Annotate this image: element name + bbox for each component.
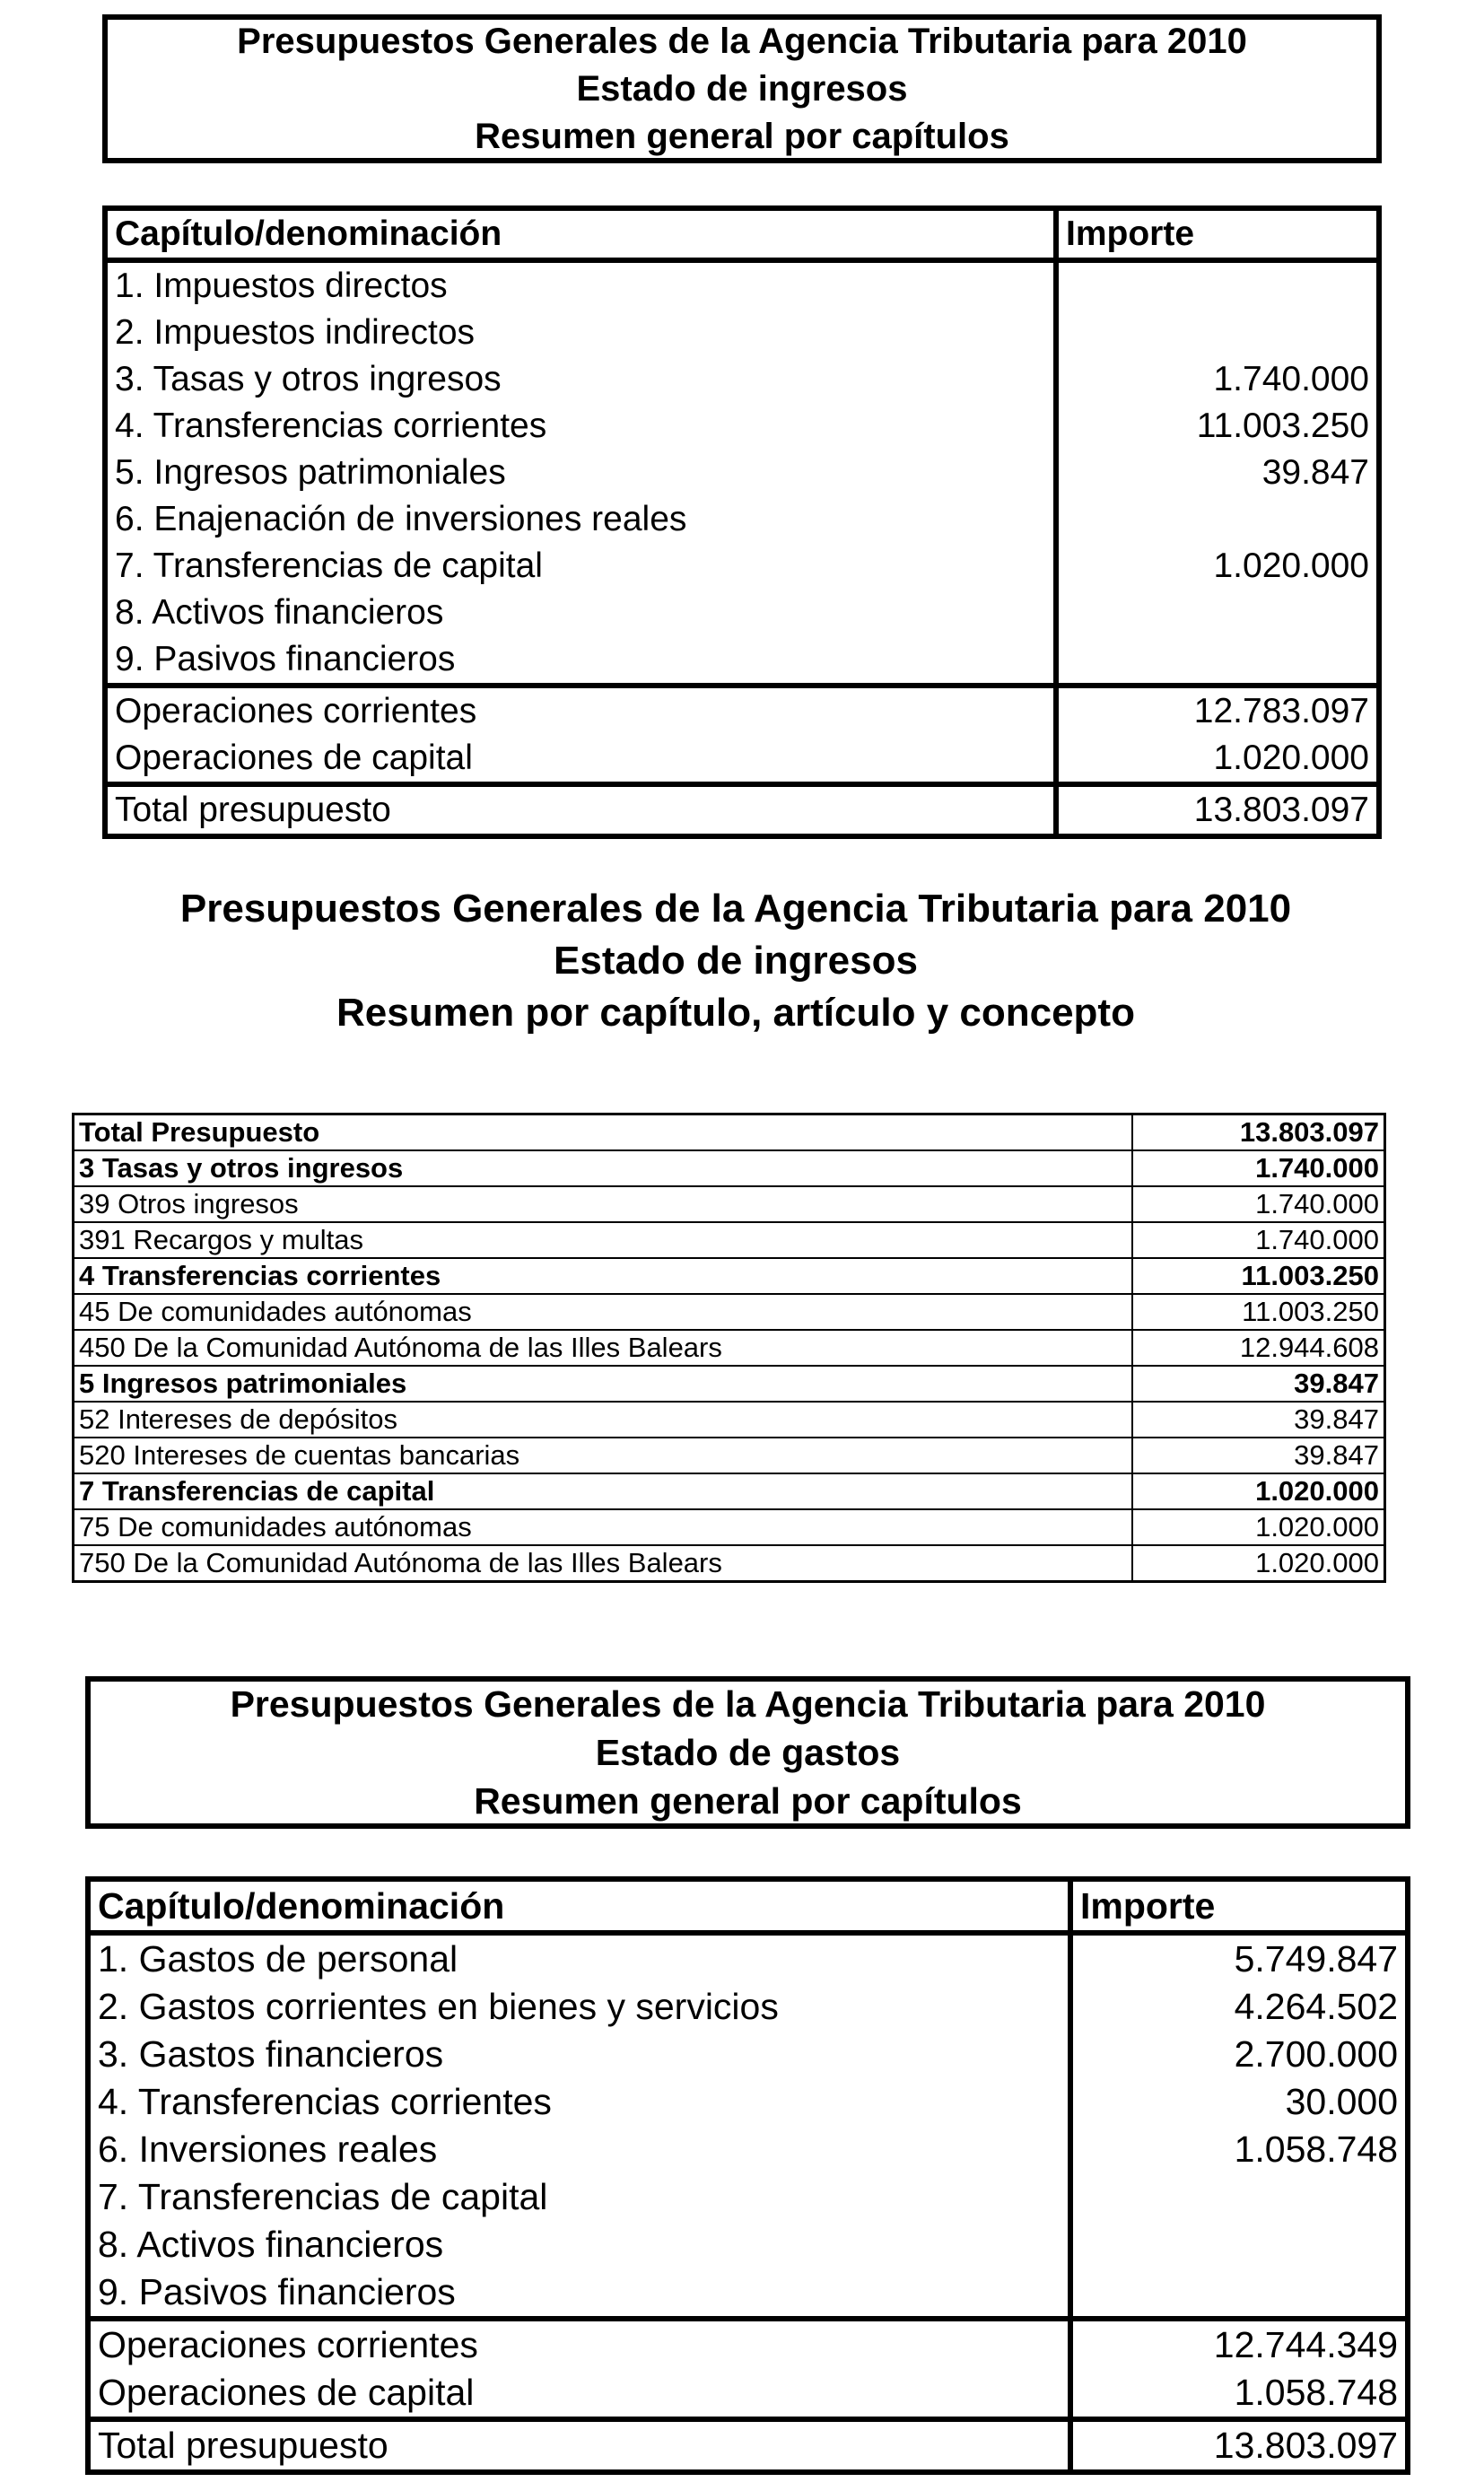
- row-label: 9. Pasivos financieros: [115, 640, 456, 678]
- table-row: [105, 403, 1379, 450]
- row-label: 5 Ingresos patrimoniales: [74, 1366, 1132, 1402]
- row-amount: 1.058.748: [1070, 2126, 1408, 2173]
- row-amount: [1056, 310, 1379, 356]
- table-row: [88, 2268, 1408, 2319]
- row-amount: 1.058.748: [1070, 2369, 1408, 2419]
- operaciones-corrientes-row: [105, 686, 1379, 735]
- row-amount: 1.020.000: [1132, 1545, 1385, 1582]
- row-amount: 11.003.250: [1132, 1258, 1385, 1294]
- row-label: 8. Activos financieros: [115, 593, 444, 632]
- row-amount: 1.740.000: [1056, 356, 1379, 403]
- table-row: [88, 2173, 1408, 2221]
- row-amount: 1.020.000: [1056, 543, 1379, 590]
- title-line: Presupuestos Generales de la Agencia Tributaria para 2010: [230, 1683, 1266, 1725]
- row-amount: 1.740.000: [1132, 1150, 1385, 1186]
- operaciones-corrientes-row: [88, 2319, 1408, 2369]
- row-label: 520 Intereses de cuentas bancarias: [74, 1438, 1132, 1473]
- row-amount: 4.264.502: [1070, 1983, 1408, 2031]
- row-label: 750 De la Comunidad Autónoma de las Illes Balears: [74, 1545, 1132, 1582]
- row-label: 52 Intereses de depósitos: [74, 1402, 1132, 1438]
- row-label: Operaciones corrientes: [88, 2319, 1070, 2369]
- table-row: [105, 590, 1379, 636]
- table-row: [105, 543, 1379, 590]
- total-row: [105, 784, 1379, 836]
- title-line: Resumen general por capítulos: [474, 1780, 1022, 1822]
- row-amount: [1070, 2173, 1408, 2221]
- table-row: [88, 2126, 1408, 2173]
- table-row: [74, 1402, 1385, 1438]
- gastos-capitulos-title: [85, 1676, 1410, 1829]
- row-amount: 12.783.097: [1056, 686, 1379, 735]
- row-amount: 39.847: [1056, 450, 1379, 496]
- title-line: Resumen por capítulo, artículo y concepto: [336, 991, 1135, 1035]
- row-amount: 13.803.097: [1132, 1114, 1385, 1151]
- table-row: [88, 1983, 1408, 2031]
- row-amount: 39.847: [1132, 1402, 1385, 1438]
- row-label: 4. Transferencias corrientes: [115, 406, 547, 445]
- table-row: [74, 1473, 1385, 1509]
- ingresos-detalle-title: [90, 883, 1382, 1039]
- table-row: [74, 1509, 1385, 1545]
- row-label: 7. Transferencias de capital: [98, 2176, 548, 2217]
- table-row: [105, 260, 1379, 310]
- table-row: [74, 1258, 1385, 1294]
- row-amount: 39.847: [1132, 1438, 1385, 1473]
- row-label: 6. Inversiones reales: [98, 2128, 438, 2170]
- row-label: 1. Impuestos directos: [115, 267, 448, 305]
- title-line: Estado de ingresos: [576, 68, 908, 109]
- row-label: 8. Activos financieros: [98, 2224, 444, 2265]
- row-label: Total presupuesto: [105, 784, 1056, 836]
- table-row: [74, 1186, 1385, 1222]
- row-label: 7. Transferencias de capital: [115, 546, 543, 585]
- row-amount: [1070, 2268, 1408, 2319]
- row-label: 450 De la Comunidad Autónoma de las Illes Balears: [74, 1330, 1132, 1366]
- row-amount: 1.020.000: [1056, 735, 1379, 784]
- header-label: Capítulo/denominación: [105, 208, 1056, 260]
- row-label: 4 Transferencias corrientes: [74, 1258, 1132, 1294]
- header-amount: Importe: [1070, 1879, 1408, 1933]
- ingresos-capitulos-table: [102, 205, 1382, 839]
- table-row: [88, 2031, 1408, 2078]
- row-label: 5. Ingresos patrimoniales: [115, 453, 506, 492]
- row-label: 4. Transferencias corrientes: [98, 2081, 552, 2122]
- row-amount: 12.944.608: [1132, 1330, 1385, 1366]
- ingresos-detalle-table: [72, 1113, 1386, 1583]
- table-row: [74, 1545, 1385, 1582]
- row-label: 75 De comunidades autónomas: [74, 1509, 1132, 1545]
- table-row: [105, 450, 1379, 496]
- row-amount: 1.020.000: [1132, 1509, 1385, 1545]
- row-label: 3. Tasas y otros ingresos: [115, 360, 502, 398]
- header-amount: Importe: [1056, 208, 1379, 260]
- row-label: 6. Enajenación de inversiones reales: [115, 500, 687, 538]
- row-amount: 11.003.250: [1056, 403, 1379, 450]
- row-label: 3 Tasas y otros ingresos: [74, 1150, 1132, 1186]
- title-line: Presupuestos Generales de la Agencia Tributaria para 2010: [179, 887, 1292, 931]
- row-amount: 1.740.000: [1132, 1222, 1385, 1258]
- table-header: [88, 1879, 1408, 1933]
- row-label: 7 Transferencias de capital: [74, 1473, 1132, 1509]
- table-row: [74, 1294, 1385, 1330]
- row-amount: 13.803.097: [1070, 2419, 1408, 2472]
- table-row: [105, 496, 1379, 543]
- row-amount: [1056, 260, 1379, 310]
- operaciones-capital-row: [88, 2369, 1408, 2419]
- title-line: Estado de ingresos: [554, 939, 918, 983]
- row-amount: [1056, 496, 1379, 543]
- ingresos-capitulos-title: [102, 14, 1382, 163]
- row-label: 391 Recargos y multas: [74, 1222, 1132, 1258]
- row-amount: 2.700.000: [1070, 2031, 1408, 2078]
- table-row: [88, 1933, 1408, 1983]
- row-amount: 5.749.847: [1070, 1933, 1408, 1983]
- table-row: [74, 1330, 1385, 1366]
- row-label: 9. Pasivos financieros: [98, 2271, 456, 2312]
- table-row: [88, 2078, 1408, 2126]
- row-label: 2. Impuestos indirectos: [115, 313, 476, 352]
- table-row: [105, 310, 1379, 356]
- row-amount: 1.020.000: [1132, 1473, 1385, 1509]
- row-amount: [1056, 636, 1379, 686]
- row-amount: 30.000: [1070, 2078, 1408, 2126]
- row-label: 45 De comunidades autónomas: [74, 1294, 1132, 1330]
- table-row: [74, 1114, 1385, 1151]
- title-line: Estado de gastos: [595, 1732, 901, 1773]
- gastos-capitulos-table: [85, 1876, 1410, 2475]
- row-label: Operaciones corrientes: [105, 686, 1056, 735]
- row-amount: [1070, 2221, 1408, 2268]
- header-label: Capítulo/denominación: [88, 1879, 1070, 1933]
- row-amount: [1056, 590, 1379, 636]
- row-label: 39 Otros ingresos: [74, 1186, 1132, 1222]
- table-row: [74, 1150, 1385, 1186]
- row-amount: 11.003.250: [1132, 1294, 1385, 1330]
- row-amount: 39.847: [1132, 1366, 1385, 1402]
- row-label: Operaciones de capital: [98, 2372, 475, 2413]
- table-row: [105, 636, 1379, 686]
- row-label: 3. Gastos financieros: [98, 2033, 444, 2075]
- table-row: [74, 1222, 1385, 1258]
- title-line: Resumen general por capítulos: [475, 116, 1009, 156]
- row-label: Total presupuesto: [88, 2419, 1070, 2472]
- row-label: Operaciones de capital: [115, 739, 473, 777]
- row-label: 1. Gastos de personal: [98, 1938, 458, 1980]
- table-row: [105, 356, 1379, 403]
- table-header: [105, 208, 1379, 260]
- table-row: [74, 1438, 1385, 1473]
- row-amount: 1.740.000: [1132, 1186, 1385, 1222]
- row-amount: 13.803.097: [1056, 784, 1379, 836]
- total-row: [88, 2419, 1408, 2472]
- title-line: Presupuestos Generales de la Agencia Tributaria para 2010: [237, 21, 1247, 61]
- row-label: Total Presupuesto: [74, 1114, 1132, 1151]
- operaciones-capital-row: [105, 735, 1379, 784]
- row-amount: 12.744.349: [1070, 2319, 1408, 2369]
- table-row: [88, 2221, 1408, 2268]
- table-row: [74, 1366, 1385, 1402]
- row-label: 2. Gastos corrientes en bienes y servicios: [98, 1986, 779, 2027]
